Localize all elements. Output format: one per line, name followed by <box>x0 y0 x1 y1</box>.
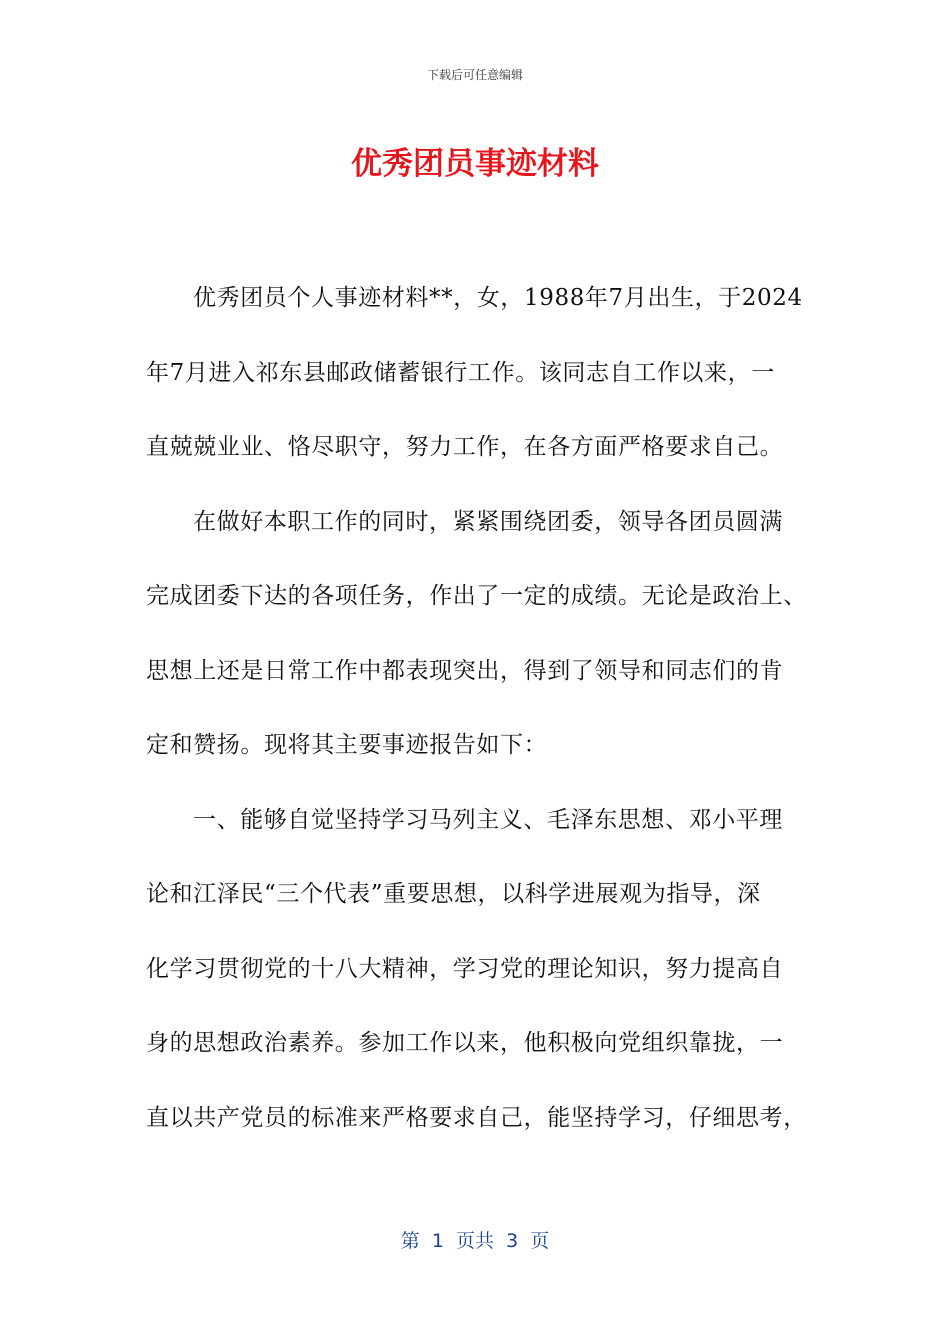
document-body <box>146 274 806 1168</box>
body-line: 身的思想政治素养。参加工作以来，他积极向党组织靠拢，一 <box>146 1030 784 1056</box>
body-line: 定和赞扬。现将其主要事迹报告如下： <box>146 732 548 758</box>
page-number-footer: 第 1 页共 3 页 <box>400 1230 550 1252</box>
body-line: 论和江泽民“三个代表”重要思想，以科学进展观为指导，深 <box>146 881 761 907</box>
body-line: 一、能够自觉坚持学习马列主义、毛泽东思想、邓小平理 <box>193 806 783 833</box>
body-line: 直兢兢业业、恪尽职守，努力工作，在各方面严格要求自己。 <box>146 434 784 460</box>
body-line: 在做好本职工作的同时，紧紧围绕团委，领导各团员圆满 <box>193 508 783 535</box>
body-line: 直以共产党员的标准来严格要求自己，能坚持学习，仔细思考， <box>146 1104 807 1131</box>
document-title: 优秀团员事迹材料 <box>351 146 599 182</box>
body-line: 化学习贯彻党的十八大精神，学习党的理论知识，努力提高自 <box>146 955 784 982</box>
page-header-note: 下载后可任意编辑 <box>426 68 523 82</box>
body-line: 优秀团员个人事迹材料**，女，1988年7月出生，于2024 <box>193 285 803 311</box>
body-line: 完成团委下达的各项任务，作出了一定的成绩。无论是政治上、 <box>146 583 807 609</box>
body-line: 年7月进入祁东县邮政储蓄银行工作。该同志自工作以来，一 <box>146 359 775 386</box>
body-line: 思想上还是日常工作中都表现突出，得到了领导和同志们的肯 <box>146 657 784 684</box>
